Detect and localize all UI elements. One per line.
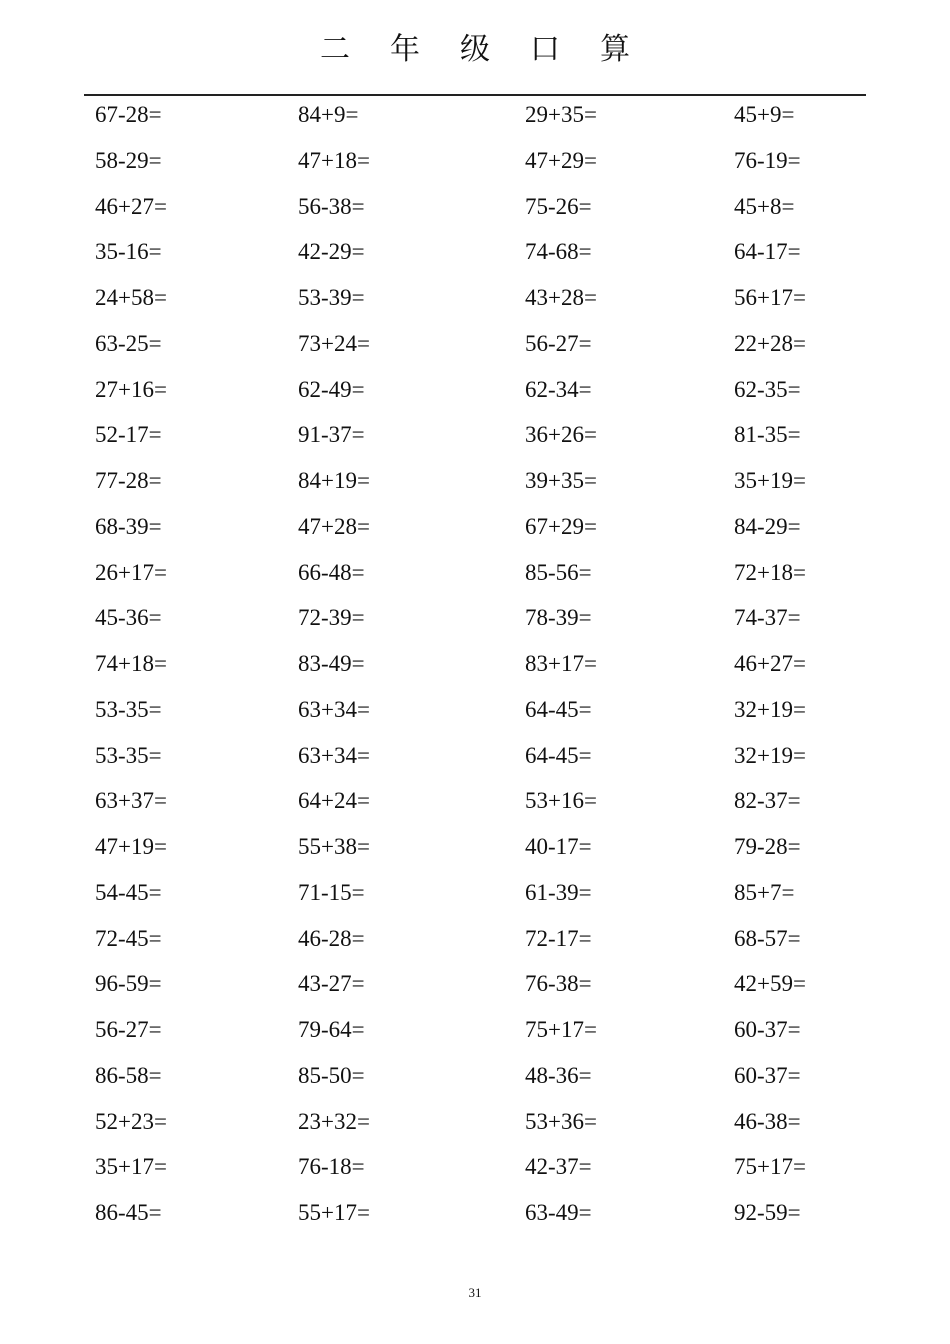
- problem-cell: 82-37=: [734, 788, 801, 814]
- problem-cell: 72-45=: [95, 925, 162, 951]
- problem-cell: 32+19=: [734, 696, 806, 722]
- problem-cell: 92-59=: [734, 1200, 801, 1225]
- problem-cell: 84+19=: [298, 468, 370, 493]
- page-title: 二年级口算: [320, 32, 670, 67]
- problem-cell: 76-19=: [734, 147, 801, 173]
- problem-cell: 45+9=: [734, 102, 795, 127]
- problem-cell: 46+27=: [95, 193, 167, 219]
- problem-row: [95, 96, 855, 142]
- problem-cell: 85+7=: [734, 879, 795, 905]
- problem-cell: 75-26=: [525, 193, 592, 219]
- problem-cell: 35+17=: [95, 1154, 167, 1180]
- problem-cell: 53+16=: [525, 788, 597, 814]
- problem-cell: 53-39=: [298, 285, 365, 310]
- problem-row: [95, 645, 855, 691]
- problem-cell: 63-25=: [95, 330, 162, 356]
- problem-cell: 46+27=: [734, 651, 806, 676]
- problem-cell: 47+19=: [95, 834, 167, 859]
- problem-row: [95, 554, 855, 600]
- problem-cell: 43+28=: [525, 285, 597, 310]
- problem-cell: 67-28=: [95, 102, 162, 127]
- problem-cell: 72-39=: [298, 605, 365, 631]
- page-number: 31: [468, 1285, 482, 1300]
- problem-cell: 86-58=: [95, 1062, 162, 1088]
- problem-cell: 56-27=: [95, 1017, 162, 1042]
- problem-cell: 74+18=: [95, 651, 167, 676]
- problem-cell: 75+17=: [525, 1017, 597, 1042]
- problem-cell: 35-16=: [95, 239, 162, 265]
- problem-cell: 68-57=: [734, 925, 801, 951]
- problem-row: [95, 279, 855, 325]
- problem-row: [95, 1057, 855, 1103]
- problem-cell: 62-49=: [298, 376, 365, 402]
- problem-cell: 63-49=: [525, 1200, 592, 1225]
- problem-cell: 47+28=: [298, 513, 370, 539]
- problem-cell: 71-15=: [298, 879, 365, 905]
- problem-cell: 45-36=: [95, 605, 162, 631]
- problem-row: [95, 828, 855, 874]
- problem-cell: 42-29=: [298, 239, 365, 265]
- problem-cell: 53-35=: [95, 742, 162, 768]
- problem-cell: 83+17=: [525, 651, 597, 676]
- problem-row: [95, 1103, 855, 1149]
- problem-row: [95, 325, 855, 371]
- problem-cell: 86-45=: [95, 1200, 162, 1225]
- problem-cell: 42+59=: [734, 971, 806, 997]
- problem-row: [95, 691, 855, 737]
- problem-row: [95, 416, 855, 462]
- problem-cell: 29+35=: [525, 102, 597, 127]
- problem-cell: 72-17=: [525, 925, 592, 951]
- problem-cell: 91-37=: [298, 422, 365, 448]
- problem-cell: 53-35=: [95, 696, 162, 722]
- problem-cell: 47+18=: [298, 147, 370, 173]
- problem-cell: 47+29=: [525, 147, 597, 173]
- problem-cell: 42-37=: [525, 1154, 592, 1180]
- problem-cell: 23+32=: [298, 1108, 370, 1134]
- problem-cell: 24+58=: [95, 285, 167, 310]
- problem-cell: 64-17=: [734, 239, 801, 265]
- problem-cell: 66-48=: [298, 559, 365, 585]
- problem-cell: 64-45=: [525, 696, 592, 722]
- problem-cell: 52-17=: [95, 422, 162, 448]
- problem-cell: 26+17=: [95, 559, 167, 585]
- problem-row: [95, 1011, 855, 1057]
- problem-cell: 63+34=: [298, 696, 370, 722]
- problem-cell: 27+16=: [95, 376, 167, 402]
- problem-cell: 40-17=: [525, 834, 592, 859]
- problem-cell: 67+29=: [525, 513, 597, 539]
- problem-cell: 56-27=: [525, 330, 592, 356]
- problem-row: [95, 233, 855, 279]
- problem-cell: 85-56=: [525, 559, 592, 585]
- problem-cell: 46-28=: [298, 925, 365, 951]
- problem-cell: 43-27=: [298, 971, 365, 997]
- problem-cell: 46-38=: [734, 1108, 801, 1134]
- problem-cell: 62-35=: [734, 376, 801, 402]
- problem-cell: 39+35=: [525, 468, 597, 493]
- problem-grid: [95, 96, 855, 1240]
- problem-cell: 61-39=: [525, 879, 592, 905]
- problem-cell: 74-68=: [525, 239, 592, 265]
- problem-cell: 68-39=: [95, 513, 162, 539]
- problem-cell: 63+34=: [298, 742, 370, 768]
- problem-cell: 45+8=: [734, 193, 795, 219]
- problem-row: [95, 188, 855, 234]
- problem-cell: 62-34=: [525, 376, 592, 402]
- problem-cell: 54-45=: [95, 879, 162, 905]
- problem-row: [95, 782, 855, 828]
- problem-cell: 74-37=: [734, 605, 801, 631]
- problem-cell: 64-45=: [525, 742, 592, 768]
- problem-cell: 63+37=: [95, 788, 167, 814]
- problem-cell: 36+26=: [525, 422, 597, 448]
- problem-cell: 64+24=: [298, 788, 370, 814]
- problem-cell: 84-29=: [734, 513, 801, 539]
- problem-cell: 84+9=: [298, 102, 359, 127]
- problem-row: [95, 874, 855, 920]
- problem-row: [95, 1194, 855, 1240]
- problem-cell: 77-28=: [95, 468, 162, 493]
- problem-cell: 83-49=: [298, 651, 365, 676]
- problem-cell: 58-29=: [95, 147, 162, 173]
- problem-cell: 56+17=: [734, 285, 806, 310]
- problem-cell: 52+23=: [95, 1108, 167, 1134]
- problem-cell: 96-59=: [95, 971, 162, 997]
- problem-cell: 75+17=: [734, 1154, 806, 1180]
- problem-row: [95, 1148, 855, 1194]
- problem-cell: 76-38=: [525, 971, 592, 997]
- problem-cell: 55+38=: [298, 834, 370, 859]
- problem-cell: 79-64=: [298, 1017, 365, 1042]
- problem-cell: 53+36=: [525, 1108, 597, 1134]
- problem-cell: 60-37=: [734, 1017, 801, 1042]
- problem-cell: 81-35=: [734, 422, 801, 448]
- problem-cell: 79-28=: [734, 834, 801, 859]
- problem-cell: 60-37=: [734, 1062, 801, 1088]
- problem-cell: 48-36=: [525, 1062, 592, 1088]
- problem-cell: 32+19=: [734, 742, 806, 768]
- problem-row: [95, 462, 855, 508]
- problem-row: [95, 508, 855, 554]
- problem-cell: 85-50=: [298, 1062, 365, 1088]
- problem-row: [95, 920, 855, 966]
- problem-cell: 73+24=: [298, 330, 370, 356]
- problem-cell: 55+17=: [298, 1200, 370, 1225]
- problem-row: [95, 599, 855, 645]
- problem-cell: 78-39=: [525, 605, 592, 631]
- problem-row: [95, 371, 855, 417]
- problem-row: [95, 737, 855, 783]
- problem-row: [95, 142, 855, 188]
- problem-cell: 72+18=: [734, 559, 806, 585]
- problem-cell: 22+28=: [734, 330, 806, 356]
- problem-row: [95, 965, 855, 1011]
- problem-cell: 56-38=: [298, 193, 365, 219]
- problem-cell: 76-18=: [298, 1154, 365, 1180]
- problem-cell: 35+19=: [734, 468, 806, 493]
